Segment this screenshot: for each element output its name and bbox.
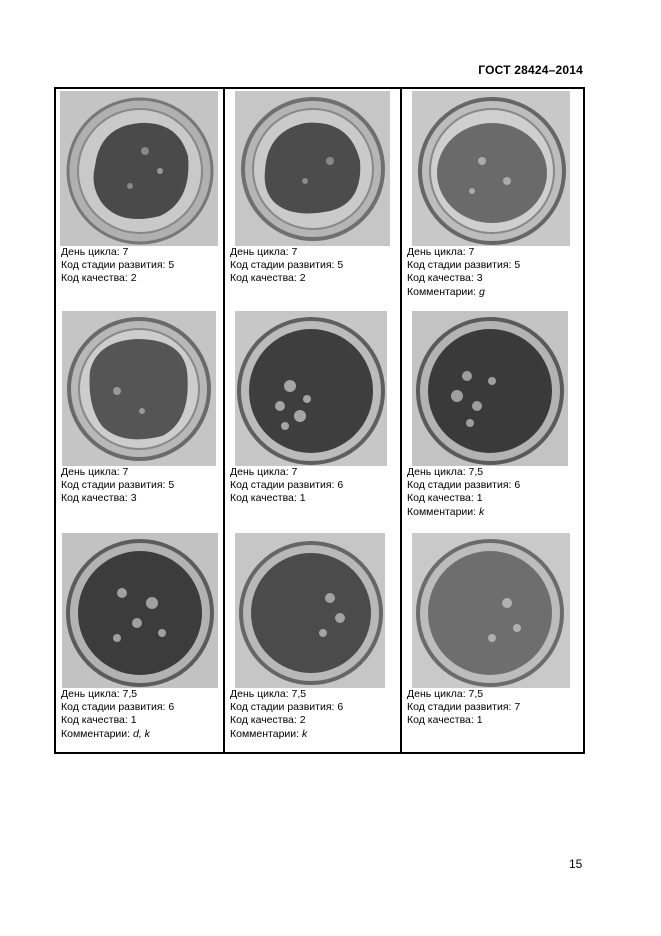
quality-label: Код качества: <box>230 714 297 727</box>
page-number: 15 <box>569 857 583 871</box>
day-value: 7,5 <box>468 466 484 478</box>
document-header: ГОСТ 28424–2014 <box>478 63 583 77</box>
stage-value: 5 <box>168 479 175 492</box>
day-label: День цикла: <box>407 688 466 700</box>
embryo-photo <box>412 91 570 246</box>
day-label: День цикла: <box>230 246 289 258</box>
day-value: 7 <box>122 246 129 258</box>
stage-value: 6 <box>168 701 175 714</box>
stage-value: 5 <box>337 259 344 272</box>
stage-label: Код стадии развития: <box>407 259 512 272</box>
day-value: 7,5 <box>468 688 484 700</box>
quality-label: Код качества: <box>407 714 474 727</box>
quality-value: 1 <box>130 714 137 727</box>
stage-label: Код стадии развития: <box>230 259 335 272</box>
day-value: 7 <box>468 246 475 258</box>
quality-value: 2 <box>299 272 306 285</box>
comment-value: k <box>301 727 308 740</box>
comment-label: Комментарии: <box>230 727 300 740</box>
stage-label: Код стадии развития: <box>407 479 512 492</box>
stage-value: 5 <box>168 259 175 272</box>
quality-label: Код качества: <box>61 714 128 727</box>
embryo-photo <box>235 533 385 688</box>
day-value: 7,5 <box>291 688 307 700</box>
day-label: День цикла: <box>230 688 289 700</box>
quality-label: Код качества: <box>61 272 128 285</box>
embryo-photo <box>412 311 568 466</box>
day-value: 7 <box>291 466 298 478</box>
stage-value: 5 <box>514 259 521 272</box>
quality-label: Код качества: <box>230 492 297 505</box>
day-label: День цикла: <box>407 466 466 478</box>
day-value: 7 <box>122 466 129 478</box>
stage-value: 6 <box>514 479 521 492</box>
embryo-figure-table <box>54 87 585 754</box>
quality-value: 3 <box>130 492 137 505</box>
quality-label: Код качества: <box>407 492 474 505</box>
embryo-photo <box>235 311 387 466</box>
stage-label: Код стадии развития: <box>407 701 512 714</box>
stage-label: Код стадии развития: <box>61 701 166 714</box>
quality-value: 2 <box>299 714 306 727</box>
stage-label: Код стадии развития: <box>230 701 335 714</box>
quality-value: 1 <box>476 492 483 505</box>
stage-value: 7 <box>514 701 521 714</box>
embryo-photo <box>235 91 390 246</box>
day-label: День цикла: <box>61 246 120 258</box>
comment-value: g <box>478 285 485 298</box>
quality-label: Код качества: <box>230 272 297 285</box>
comment-value: k <box>478 505 485 518</box>
comment-label: Комментарии: <box>407 285 477 298</box>
comment-value: d, k <box>132 727 150 740</box>
quality-label: Код качества: <box>407 272 474 285</box>
stage-value: 6 <box>337 701 344 714</box>
quality-value: 2 <box>130 272 137 285</box>
day-label: День цикла: <box>230 466 289 478</box>
quality-value: 3 <box>476 272 483 285</box>
quality-label: Код качества: <box>61 492 128 505</box>
embryo-photo <box>62 533 218 688</box>
day-label: День цикла: <box>61 688 120 700</box>
embryo-photo <box>412 533 570 688</box>
embryo-photo <box>62 311 216 466</box>
comment-label: Комментарии: <box>407 505 477 518</box>
stage-label: Код стадии развития: <box>230 479 335 492</box>
embryo-photo <box>60 91 218 246</box>
quality-value: 1 <box>476 714 483 727</box>
stage-value: 6 <box>337 479 344 492</box>
day-value: 7 <box>291 246 298 258</box>
day-value: 7,5 <box>122 688 138 700</box>
stage-label: Код стадии развития: <box>61 479 166 492</box>
comment-label: Комментарии: <box>61 727 131 740</box>
day-label: День цикла: <box>407 246 466 258</box>
quality-value: 1 <box>299 492 306 505</box>
day-label: День цикла: <box>61 466 120 478</box>
stage-label: Код стадии развития: <box>61 259 166 272</box>
